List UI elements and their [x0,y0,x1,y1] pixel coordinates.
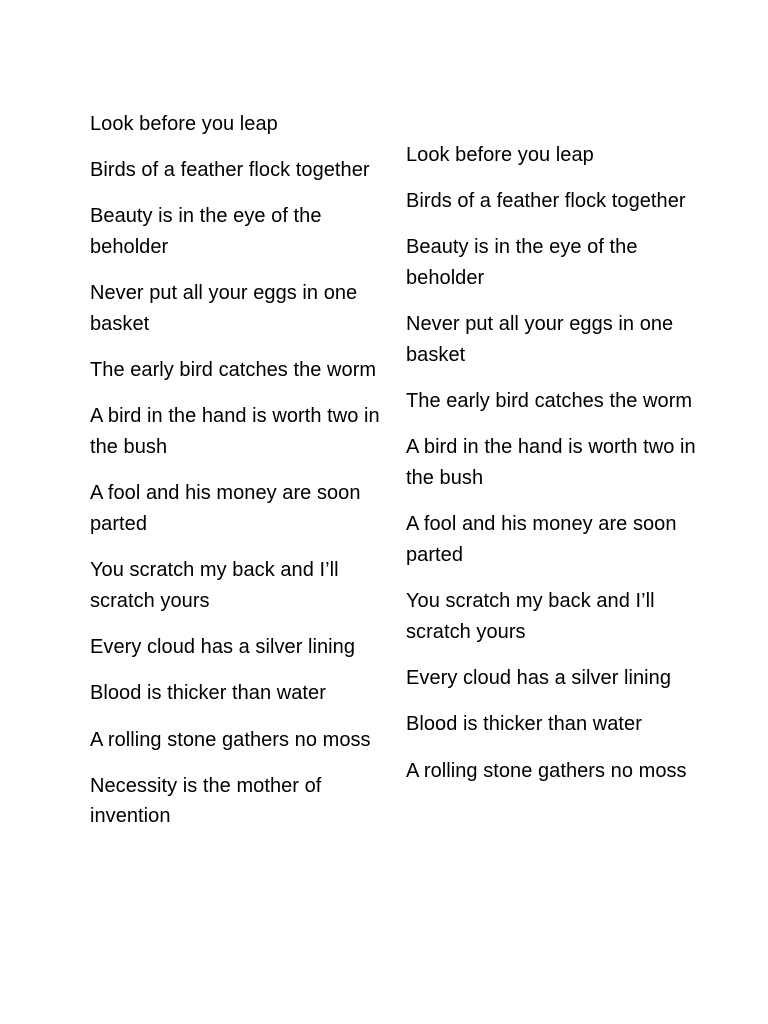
proverb-line: A bird in the hand is worth two in the bush [90,405,380,459]
proverb-line: Never put all your eggs in one basket [90,282,358,336]
proverb-line: A rolling stone gathers no moss [90,728,371,751]
proverb-line: Birds of a feather flock together [90,159,370,182]
proverb-line: A bird in the hand is worth two in the bush [406,436,696,490]
proverb-line: Beauty is in the eye of the beholder [406,236,638,290]
proverb-line: Every cloud has a silver lining [406,667,672,690]
right-proverb-column [406,140,706,802]
proverb-line: Birds of a feather flock together [406,190,686,213]
proverb-line: Never put all your eggs in one basket [406,313,674,367]
proverb-line: You scratch my back and I’ll scratch yours [90,559,339,612]
proverb-line: Blood is thicker than water [90,682,326,705]
proverb-line: Blood is thicker than water [406,713,642,736]
proverb-line: Necessity is the mother of invention [90,774,322,828]
proverb-line: A fool and his money are soon parted [406,513,677,567]
left-proverb-column [90,109,390,848]
proverb-line: The early bird catches the worm [90,359,377,382]
proverb-line: Look before you leap [406,144,594,166]
proverb-line: You scratch my back and I’ll scratch yours [406,590,655,643]
proverb-line: A rolling stone gathers no moss [406,759,687,782]
proverb-line: Every cloud has a silver lining [90,636,356,659]
proverb-line: A fool and his money are soon parted [90,482,361,536]
proverb-line: Look before you leap [90,113,278,135]
proverb-line: Beauty is in the eye of the beholder [90,205,322,259]
proverb-line: The early bird catches the worm [406,390,693,413]
